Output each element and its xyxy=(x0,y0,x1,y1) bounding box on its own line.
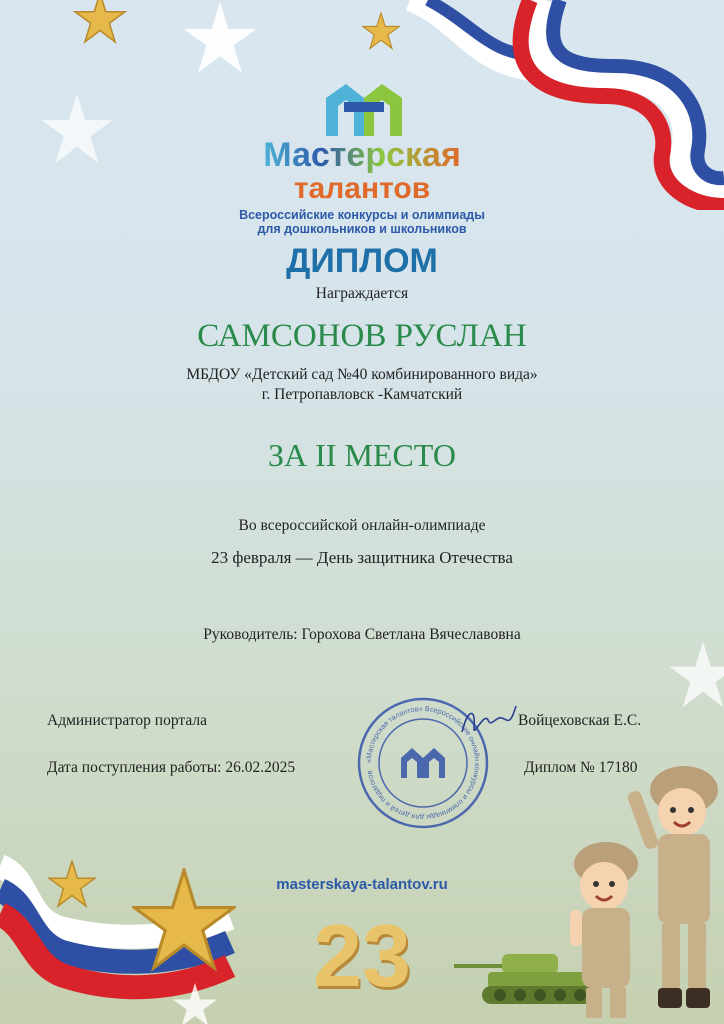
website-url[interactable]: masterskaya-talantov.ru xyxy=(276,876,448,893)
diploma-number: Диплом № 17180 xyxy=(524,759,638,776)
logo-word-2: талантов xyxy=(293,172,431,205)
gold-star-icon xyxy=(132,868,236,972)
white-star-icon xyxy=(182,0,258,76)
event-name: 23 февраля — День защитника Отечества xyxy=(211,548,513,567)
organization-line-1: МБДОУ «Детский сад №40 комбинированного вида» xyxy=(186,366,538,383)
recipient-name: САМСОНОВ РУСЛАН xyxy=(197,318,527,354)
white-star-icon xyxy=(668,640,724,710)
organization-line-2: г. Петропавловск -Камчатский xyxy=(261,386,463,403)
signature-icon xyxy=(458,702,520,747)
tagline-line-1: Всероссийские конкурсы и олимпиады xyxy=(239,208,485,222)
diploma-title: ДИПЛОМ xyxy=(286,242,438,280)
gold-star-icon xyxy=(48,860,96,908)
supervisor: Руководитель: Горохова Светлана Вячеславовна xyxy=(203,626,521,643)
admin-name: Войцеховская Е.С. xyxy=(518,712,642,729)
stamp-ring-text: «Мастерская талантов» Всероссийские онлайн конкурсы и олимпиады для детей и педагогов xyxy=(363,703,483,823)
logo-word-1: Мастерская xyxy=(263,136,461,174)
gold-star-icon xyxy=(362,12,400,50)
event-intro: Во всероссийской онлайн-олимпиаде xyxy=(238,517,486,534)
date-received: Дата поступления работы: 26.02.2025 xyxy=(47,759,296,776)
white-star-icon xyxy=(172,982,218,1024)
big-number-23: 23 xyxy=(313,906,411,1005)
place-award: ЗА II МЕСТО xyxy=(267,437,457,473)
soldier-kids-illustration xyxy=(566,760,724,1024)
awarded-label: Награждается xyxy=(315,285,409,302)
gold-star-icon xyxy=(68,0,132,44)
tagline-line-2: для дошкольников и школьников xyxy=(257,222,467,236)
admin-label: Администратор портала xyxy=(47,712,207,729)
logo-tagline xyxy=(0,208,724,236)
